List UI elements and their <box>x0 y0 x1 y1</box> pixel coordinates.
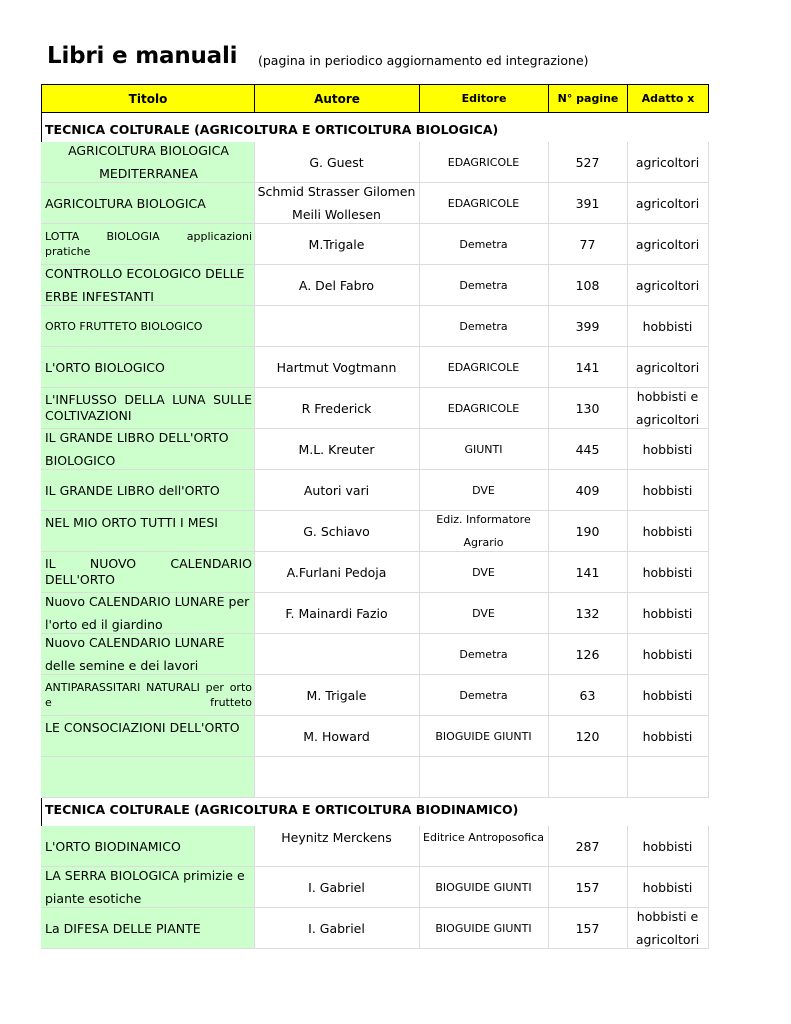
rows1-row-9-titolo: NEL MIO ORTO TUTTI I MESI <box>41 511 255 552</box>
rows1-row-4-titolo: ORTO FRUTTETO BIOLOGICO <box>41 306 255 347</box>
rows2-row-0-autore: Heynitz Merckens <box>254 826 420 867</box>
rows1-row-2-adatto: agricoltori <box>627 224 709 265</box>
rows1-row-8-editore: DVE <box>419 470 549 511</box>
rows1-row-8-adatto: hobbisti <box>627 470 709 511</box>
rows1-row-10-adatto: hobbisti <box>627 552 709 593</box>
rows1-row-3-pagine: 108 <box>548 265 628 306</box>
rows1-row-3-titolo: CONTROLLO ECOLOGICO DELLE ERBE INFESTANTI <box>41 265 255 306</box>
rows2-row-0-editore: Editrice Antroposofica <box>419 826 549 867</box>
rows1-row-6-adatto: hobbisti e agricoltori <box>627 388 709 429</box>
rows1-row-13-pagine: 63 <box>548 675 628 716</box>
rows2-row-1-editore: BIOGUIDE GIUNTI <box>419 867 549 908</box>
rows1-row-4-editore: Demetra <box>419 306 549 347</box>
rows1-row-6-titolo: L'INFLUSSO DELLA LUNA SULLE COLTIVAZIONI <box>41 388 255 429</box>
rows1-row-14-editore: BIOGUIDE GIUNTI <box>419 716 549 757</box>
rows1-row-5-pagine: 141 <box>548 347 628 388</box>
rows1-row-0-autore: G. Guest <box>254 142 420 183</box>
rows1-row-1-titolo: AGRICOLTURA BIOLOGICA <box>41 183 255 224</box>
rows2-row-1-titolo: LA SERRA BIOLOGICA primizie e piante esotiche <box>41 867 255 908</box>
rows1-row-11-editore: DVE <box>419 593 549 634</box>
rows1-row-9-editore: Ediz. Informatore Agrario <box>419 511 549 552</box>
rows1-row-6-autore: R Frederick <box>254 388 420 429</box>
rows1-row-12-autore <box>254 634 420 675</box>
rows1-row-1-autore: Schmid Strasser Gilomen Meili Wollesen <box>254 183 420 224</box>
rows1-row-8-autore: Autori vari <box>254 470 420 511</box>
rows1-row-14-adatto: hobbisti <box>627 716 709 757</box>
rows1-row-2-titolo: LOTTA BIOLOGIA applicazioni pratiche <box>41 224 255 265</box>
section-biologica: TECNICA COLTURALE (AGRICOLTURA E ORTICOLTURA BIOLOGICA) <box>45 122 499 137</box>
rows1-row-14-pagine: 120 <box>548 716 628 757</box>
rows1-row-2-pagine: 77 <box>548 224 628 265</box>
page-title: Libri e manuali <box>47 43 238 69</box>
header-titolo: Titolo <box>41 84 255 113</box>
rows1-row-13-titolo: ANTIPARASSITARI NATURALI per orto e frutteto <box>41 675 255 716</box>
rows1-row-7-pagine: 445 <box>548 429 628 470</box>
rows1-row-6-editore: EDAGRICOLE <box>419 388 549 429</box>
rows2-row-2-editore: BIOGUIDE GIUNTI <box>419 908 549 949</box>
rows2-row-0-adatto: hobbisti <box>627 826 709 867</box>
rows1-row-8-titolo: IL GRANDE LIBRO dell'ORTO <box>41 470 255 511</box>
rows1-row-9-adatto: hobbisti <box>627 511 709 552</box>
rows1-row-5-titolo: L'ORTO BIOLOGICO <box>41 347 255 388</box>
rows1-row-9-autore: G. Schiavo <box>254 511 420 552</box>
rows1-row-13-autore: M. Trigale <box>254 675 420 716</box>
rows1-row-5-autore: Hartmut Vogtmann <box>254 347 420 388</box>
rows1-row-6-pagine: 130 <box>548 388 628 429</box>
rows2-row-2-autore: I. Gabriel <box>254 908 420 949</box>
rows1-row-4-pagine: 399 <box>548 306 628 347</box>
header-adatto: Adatto x <box>627 84 709 113</box>
rows1-row-10-titolo: IL NUOVO CALENDARIO DELL'ORTO <box>41 552 255 593</box>
rows1-row-2-editore: Demetra <box>419 224 549 265</box>
rows1-row-8-pagine: 409 <box>548 470 628 511</box>
rows2-row-2-pagine: 157 <box>548 908 628 949</box>
empty-row-autore <box>254 757 420 798</box>
rows1-row-7-adatto: hobbisti <box>627 429 709 470</box>
rows1-row-3-editore: Demetra <box>419 265 549 306</box>
empty-row-titolo <box>41 757 255 798</box>
rows1-row-11-adatto: hobbisti <box>627 593 709 634</box>
rows1-row-0-titolo: AGRICOLTURA BIOLOGICA MEDITERRANEA <box>41 142 255 183</box>
rows1-row-11-pagine: 132 <box>548 593 628 634</box>
rows2-row-1-autore: I. Gabriel <box>254 867 420 908</box>
rows1-row-12-adatto: hobbisti <box>627 634 709 675</box>
rows1-row-13-editore: Demetra <box>419 675 549 716</box>
section-biodinamico: TECNICA COLTURALE (AGRICOLTURA E ORTICOLTURA BIODINAMICO) <box>45 802 519 817</box>
rows1-row-11-autore: F. Mainardi Fazio <box>254 593 420 634</box>
rows1-row-10-pagine: 141 <box>548 552 628 593</box>
rows1-row-12-editore: Demetra <box>419 634 549 675</box>
rows1-row-0-adatto: agricoltori <box>627 142 709 183</box>
rows1-row-7-autore: M.L. Kreuter <box>254 429 420 470</box>
rows1-row-12-titolo: Nuovo CALENDARIO LUNARE delle semine e dei lavori <box>41 634 255 675</box>
rows1-row-7-editore: GIUNTI <box>419 429 549 470</box>
rows1-row-11-titolo: Nuovo CALENDARIO LUNARE per l'orto ed il giardino <box>41 593 255 634</box>
rows1-row-4-autore <box>254 306 420 347</box>
rows2-row-1-adatto: hobbisti <box>627 867 709 908</box>
rows2-row-1-pagine: 157 <box>548 867 628 908</box>
page-subtitle: (pagina in periodico aggiornamento ed integrazione) <box>258 53 589 68</box>
rows1-row-2-autore: M.Trigale <box>254 224 420 265</box>
rows2-row-2-titolo: La DIFESA DELLE PIANTE <box>41 908 255 949</box>
rows1-row-14-autore: M. Howard <box>254 716 420 757</box>
rows2-row-0-titolo: L'ORTO BIODINAMICO <box>41 826 255 867</box>
rows1-row-5-adatto: agricoltori <box>627 347 709 388</box>
rows1-row-12-pagine: 126 <box>548 634 628 675</box>
rows1-row-7-titolo: IL GRANDE LIBRO DELL'ORTO BIOLOGICO <box>41 429 255 470</box>
rows1-row-3-adatto: agricoltori <box>627 265 709 306</box>
rows1-row-9-pagine: 190 <box>548 511 628 552</box>
header-pagine: N° pagine <box>548 84 628 113</box>
rows2-row-0-pagine: 287 <box>548 826 628 867</box>
rows1-row-0-pagine: 527 <box>548 142 628 183</box>
empty-row-adatto <box>627 757 709 798</box>
rows1-row-1-adatto: agricoltori <box>627 183 709 224</box>
rows1-row-13-adatto: hobbisti <box>627 675 709 716</box>
rows2-row-2-adatto: hobbisti e agricoltori <box>627 908 709 949</box>
rows1-row-1-pagine: 391 <box>548 183 628 224</box>
rows1-row-4-adatto: hobbisti <box>627 306 709 347</box>
rows1-row-10-editore: DVE <box>419 552 549 593</box>
rows1-row-1-editore: EDAGRICOLE <box>419 183 549 224</box>
rows1-row-14-titolo: LE CONSOCIAZIONI DELL'ORTO <box>41 716 255 757</box>
header-autore: Autore <box>254 84 420 113</box>
rows1-row-5-editore: EDAGRICOLE <box>419 347 549 388</box>
rows1-row-3-autore: A. Del Fabro <box>254 265 420 306</box>
empty-row-pagine <box>548 757 628 798</box>
header-editore: Editore <box>419 84 549 113</box>
rows1-row-10-autore: A.Furlani Pedoja <box>254 552 420 593</box>
empty-row-editore <box>419 757 549 798</box>
rows1-row-0-editore: EDAGRICOLE <box>419 142 549 183</box>
